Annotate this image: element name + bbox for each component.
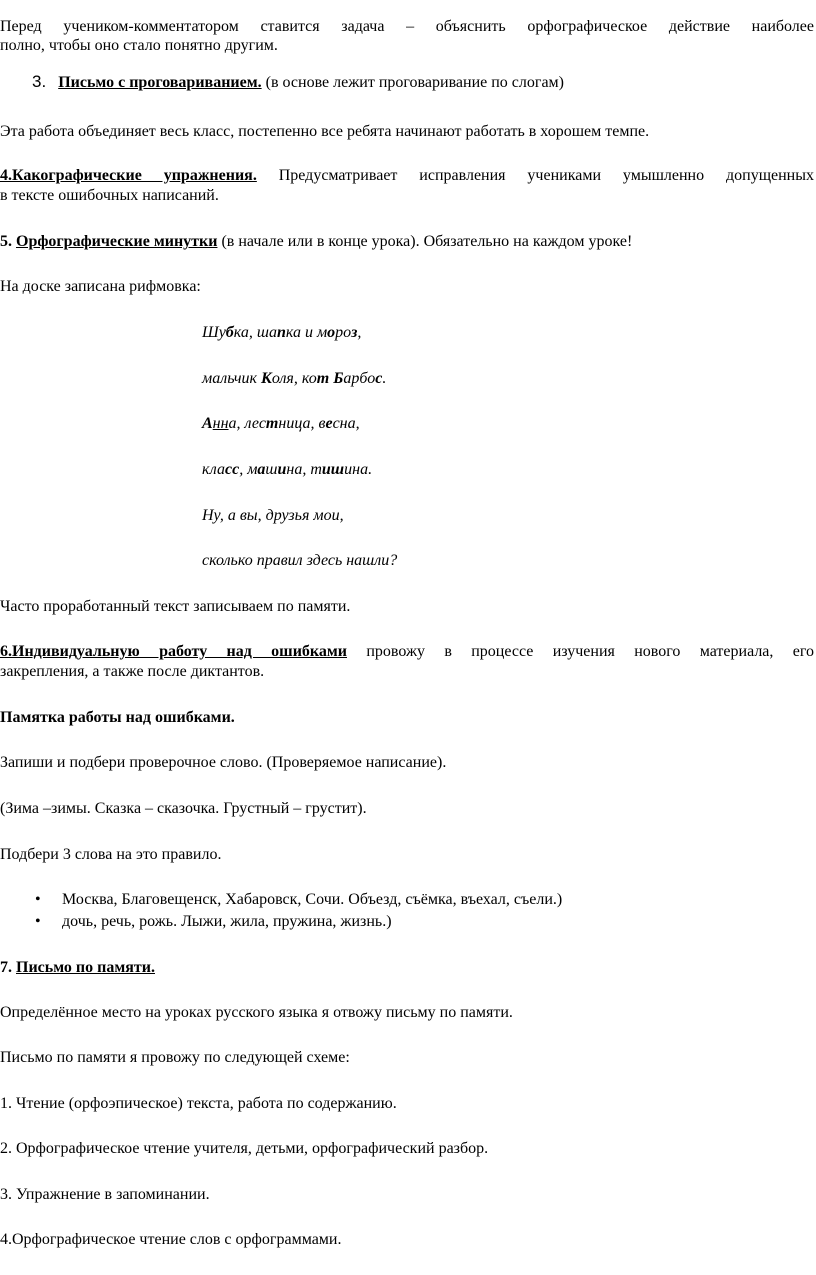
memo-line-3: Подбери 3 слова на это правило. [0, 846, 222, 863]
step-1: 1. Чтение (орфоэпическое) текста, работа по содержанию. [0, 1095, 397, 1112]
poem-line-2: мальчик Коля, кот Барбос. [202, 370, 387, 387]
item-6-line-2: закрепления, а также после диктантов. [0, 663, 265, 680]
poem-line-6: сколько правил здесь нашли? [202, 552, 398, 569]
poem-line-3: Анна, лестница, весна, [202, 415, 360, 432]
memo-title: Памятка работы над ошибками. [0, 709, 235, 726]
poem-line-4: класс, машина, тишина. [202, 461, 373, 478]
poem-line-5: Ну, а вы, друзья мои, [202, 507, 344, 524]
item-3-heading [0, 72, 814, 92]
memo-line-1: Запиши и подбери проверочное слово. (Проверяемое написание). [0, 754, 447, 771]
item-4-line-1-rest: Предусматривает исправления учениками умышленно допущенных [256, 167, 814, 184]
memo-line-2: (Зима –зимы. Сказка – сказочка. Грустный – грустит). [0, 800, 367, 817]
item-5-heading [0, 232, 814, 251]
intro-line-1: Перед учеником-комментатором ставится задача – объяснить орфографическое действие наиболее [0, 18, 814, 35]
item-5-title: Орфографические минутки [16, 233, 218, 250]
item-7-title: Письмо по памяти. [16, 959, 155, 976]
item-6-line-1-rest: провожу в процессе изучения нового материала, его [347, 643, 815, 660]
list-item: • Москва, Благовещенск, Хабаровск, Сочи. Объезд, съёмка, въехал, съели.) [35, 891, 563, 908]
bullet-list [0, 890, 800, 934]
item-3-note: (в основе лежит проговаривание по слогам) [261, 74, 564, 91]
item-3-title: Письмо с проговариванием. [58, 74, 262, 91]
board-text: На доске записана рифмовка: [0, 278, 201, 295]
item-3-number: 3. [32, 72, 47, 91]
item-4-title: 4.Какографические упражнения. [0, 167, 257, 184]
intro-line-2: полно, чтобы оно стало понятно другим. [0, 37, 278, 54]
item-7-text: Определённое место на уроках русского языка я отвожу письму по памяти. [0, 1004, 513, 1021]
scheme-text: Письмо по памяти я провожу по следующей схеме: [0, 1049, 350, 1066]
poem-line-1: Шубка, шапка и мороз, [202, 324, 362, 341]
item-6-title: 6.Индивидуальную работу над ошибками [0, 643, 348, 660]
step-4: 4.Орфографическое чтение слов с орфограммами. [0, 1231, 342, 1248]
item-5-number: 5. [0, 233, 16, 250]
item-4-line-2: в тексте ошибочных написаний. [0, 187, 219, 204]
bullet-icon: • [35, 891, 41, 908]
item-7-number: 7. [0, 959, 16, 976]
list-item: • дочь, речь, рожь. Лыжи, жила, пружина, жизнь.) [35, 913, 392, 930]
step-3: 3. Упражнение в запоминании. [0, 1186, 210, 1203]
item-5-rest: (в начале или в конце урока). Обязательно на каждом уроке! [217, 233, 633, 250]
item-4-line-1 [0, 166, 814, 185]
item-3-text: Эта работа объединяет весь класс, постепенно все ребята начинают работать в хорошем темпе. [0, 123, 650, 140]
bullet-icon: • [35, 913, 41, 930]
item-7-heading [0, 958, 814, 977]
step-2: 2. Орфографическое чтение учителя, детьми, орфографический разбор. [0, 1140, 489, 1157]
item-6-line-1 [0, 642, 814, 661]
memory-text: Часто проработанный текст записываем по памяти. [0, 598, 351, 615]
